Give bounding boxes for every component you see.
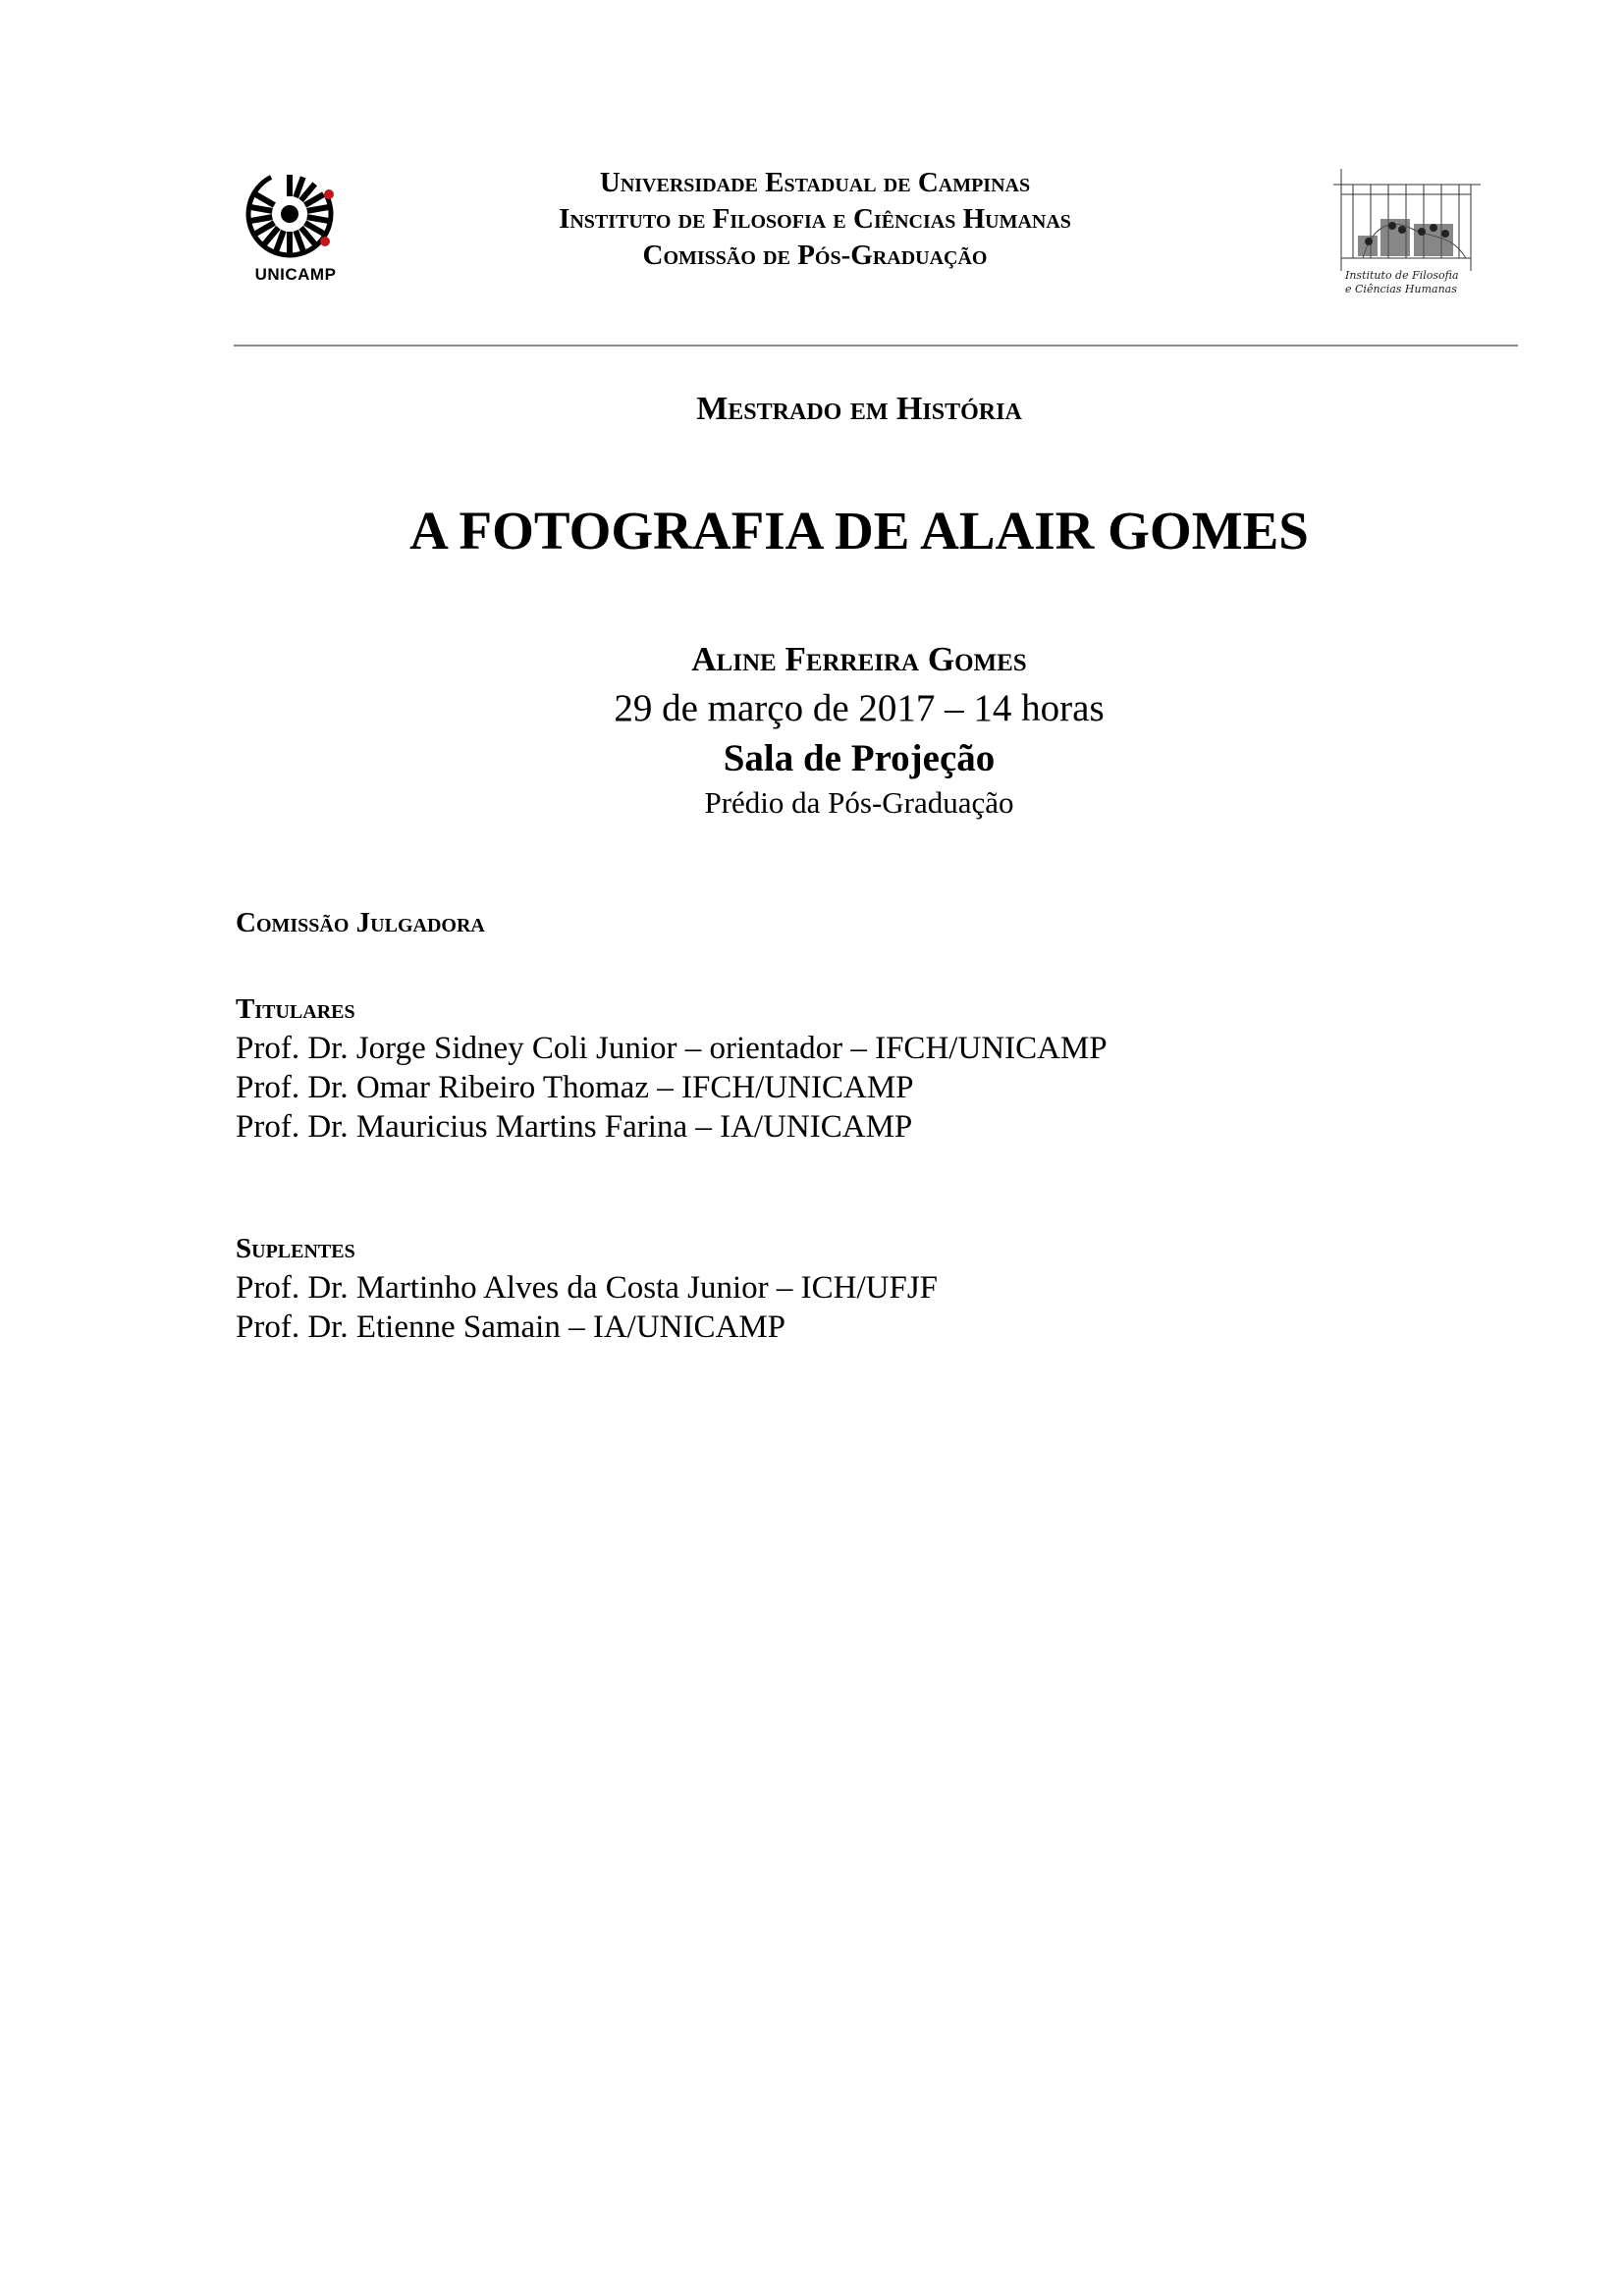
ifch-logo-caption-line2: e Ciências Humanas bbox=[1345, 283, 1457, 295]
institution-header bbox=[412, 165, 1217, 274]
program-name: Mestrado em História bbox=[696, 391, 1022, 427]
unicamp-emblem-icon bbox=[241, 165, 351, 263]
unicamp-logo-text: UNICAMP bbox=[254, 265, 337, 284]
event-room: Sala de Projeção bbox=[723, 737, 996, 779]
ifch-logo-caption-line1: Instituto de Filosofia bbox=[1345, 269, 1459, 282]
suplentes-heading: Suplentes bbox=[236, 1233, 355, 1264]
commission-name: Comissão de Pós-Graduação bbox=[642, 240, 988, 271]
author-name: Aline Ferreira Gomes bbox=[691, 640, 1027, 678]
list-item: Prof. Dr. Mauricius Martins Farina – IA/UNICAMP bbox=[236, 1109, 913, 1145]
event-building: Prédio da Pós-Graduação bbox=[704, 785, 1014, 820]
list-item: Prof. Dr. Jorge Sidney Coli Junior – orientador – IFCH/UNICAMP bbox=[236, 1031, 1108, 1066]
university-name: Universidade Estadual de Campinas bbox=[599, 167, 1031, 198]
ifch-building-icon bbox=[1324, 165, 1486, 273]
titulares-heading: Titulares bbox=[236, 993, 355, 1025]
list-item: Prof. Dr. Martinho Alves da Costa Junior – ICH/UFJF bbox=[236, 1270, 939, 1306]
spacer bbox=[236, 1147, 1512, 1229]
list-item: Prof. Dr. Etienne Samain – IA/UNICAMP bbox=[236, 1309, 786, 1345]
institute-name: Instituto de Filosofia e Ciências Humanas bbox=[559, 203, 1071, 235]
unicamp-logo bbox=[241, 165, 351, 291]
committee-heading: Comissão Julgadora bbox=[236, 907, 485, 938]
examining-committee bbox=[236, 903, 1512, 1347]
spacer bbox=[236, 942, 1512, 989]
header-divider bbox=[234, 345, 1518, 347]
event-details bbox=[295, 636, 1424, 823]
thesis-title: A FOTOGRAFIA DE ALAIR GOMES bbox=[409, 501, 1309, 561]
list-item: Prof. Dr. Omar Ribeiro Thomaz – IFCH/UNICAMP bbox=[236, 1070, 914, 1105]
ifch-logo bbox=[1324, 165, 1486, 312]
event-datetime: 29 de março de 2017 – 14 horas bbox=[614, 687, 1105, 729]
ifch-logo-caption bbox=[1345, 269, 1483, 296]
